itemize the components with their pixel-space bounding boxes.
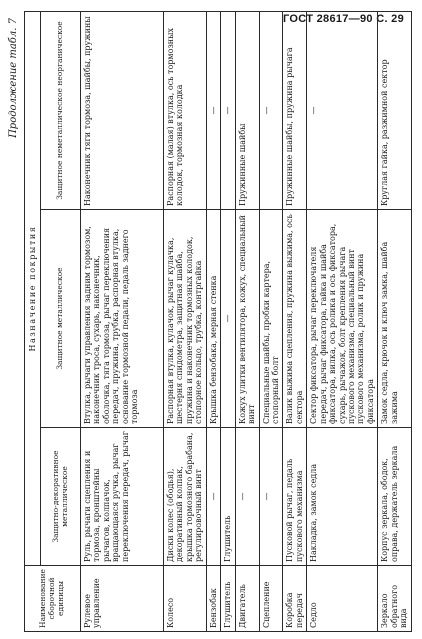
cell-nonmetallic: Круглая гайка, разжимной сектор [378,12,411,210]
cell-unit: Колесо [164,566,207,632]
table-subheader-row [41,12,81,632]
col-protective-header: Защитное металлическое [41,210,81,428]
table-row [307,12,378,632]
table-row [259,12,283,632]
cell-nonmetallic: Наконечник тяги тормоза, шайбы, пружины [81,12,164,210]
cell-decorative: Руль, рычаги сцепления и тормоза, кронштейны рычагов, колпачок, вращающаяся ручка, рычаг переключения передач, рычаг [81,428,164,566]
cell-decorative: Пусковой рычаг, педаль пускового механизма [283,428,307,566]
cell-protective: — [221,210,235,428]
cell-decorative: Накладка, замок седла [307,428,378,566]
cell-nonmetallic: Пружинные шайбы [235,12,259,210]
col-decorative-header: Защитно-декоративное металлическое [41,428,81,566]
cell-unit: Коробка передач [283,566,307,632]
rotated-table-area [8,12,409,632]
cell-protective: Валик выжима сцепления, пружина выжима, ось сектора [283,210,307,428]
cell-nonmetallic: Пружинные шайбы, пружина рычага [283,12,307,210]
cell-protective: Замок седла, крючок и ключ замка, шайба зажима [378,210,411,428]
table-header-row [25,12,41,632]
cell-unit: Двигатель [235,566,259,632]
cell-nonmetallic: — [259,12,283,210]
cell-nonmetallic: Распорная (малая) втулка, ось тормозных колодок, тормозная колодка [164,12,207,210]
table-row [235,12,259,632]
table-row [206,12,220,632]
col-nonmetallic-header: Защитное неметаллическое неорганическое [41,12,81,210]
cell-unit: Сцепление [259,566,283,632]
cell-unit: Седло [307,566,378,632]
cell-protective: Крышка бензобака, мерная стенка [206,210,220,428]
cell-decorative: — [259,428,283,566]
standard-header: ГОСТ 28617—90 С. 29 [283,13,404,25]
cell-decorative: Корпус зеркала, ободок, оправа, держатель зеркала [378,428,411,566]
coatings-table [24,11,412,632]
table-row [283,12,307,632]
table-row [81,12,164,632]
cell-nonmetallic: — [221,12,235,210]
table-row [221,12,235,632]
table-row [378,12,411,632]
cell-unit: Рулевое управление [81,566,164,632]
cell-unit: Бензобак [206,566,220,632]
cell-decorative: Диски колес (ободья), декоративный колпак, крышка тормозного барабана, регулировочный винт [164,428,207,566]
table-continuation-label: Продолжение табл. 7 [8,18,19,138]
cell-protective: Специальные шайбы, пробки картера, стопорный болт [259,210,283,428]
cell-unit: Глушитель [221,566,235,632]
table-row [164,12,207,632]
cell-protective: Сектор фиксатора, рычаг переключателя передач, рычаг фиксатора, гайка и шайба фиксатора, вилка, ось ролика и ось фиксатора, сухарь, рычажок, болт крепления рычага пускового механизма, специальный винт пускового механизма, ролик и пружина фиксатора [307,210,378,428]
cell-decorative: — [235,428,259,566]
cell-nonmetallic: — [206,12,220,210]
col-group-header: Назначение покрытия [25,12,41,566]
cell-protective: Распорная втулка, кулачок, рычаг кулачка, шестерня спидометра, защитная шайба, пружина и наконечник тормозных колодок, стопорное кольцо, трубка, контргайка [164,210,207,428]
cell-protective: Кожух улитки вентилятора, кожух, специальный винт [235,210,259,428]
cell-decorative: Глушитель [221,428,235,566]
cell-unit: Зеркало обратного вида [378,566,411,632]
cell-protective: Втулка, рычаги управления задним тормозом, наконечник троса, сухарь, наконечник, оболочка, тяга тормоза, рычаг переключения передач, пружина, трубка, распорная втулка, основание тормозной педали, педаль заднего тормоза [81,210,164,428]
col-unit-header: Наименование сборочной единицы [25,566,81,632]
cell-decorative: — [206,428,220,566]
cell-nonmetallic: — [307,12,378,210]
